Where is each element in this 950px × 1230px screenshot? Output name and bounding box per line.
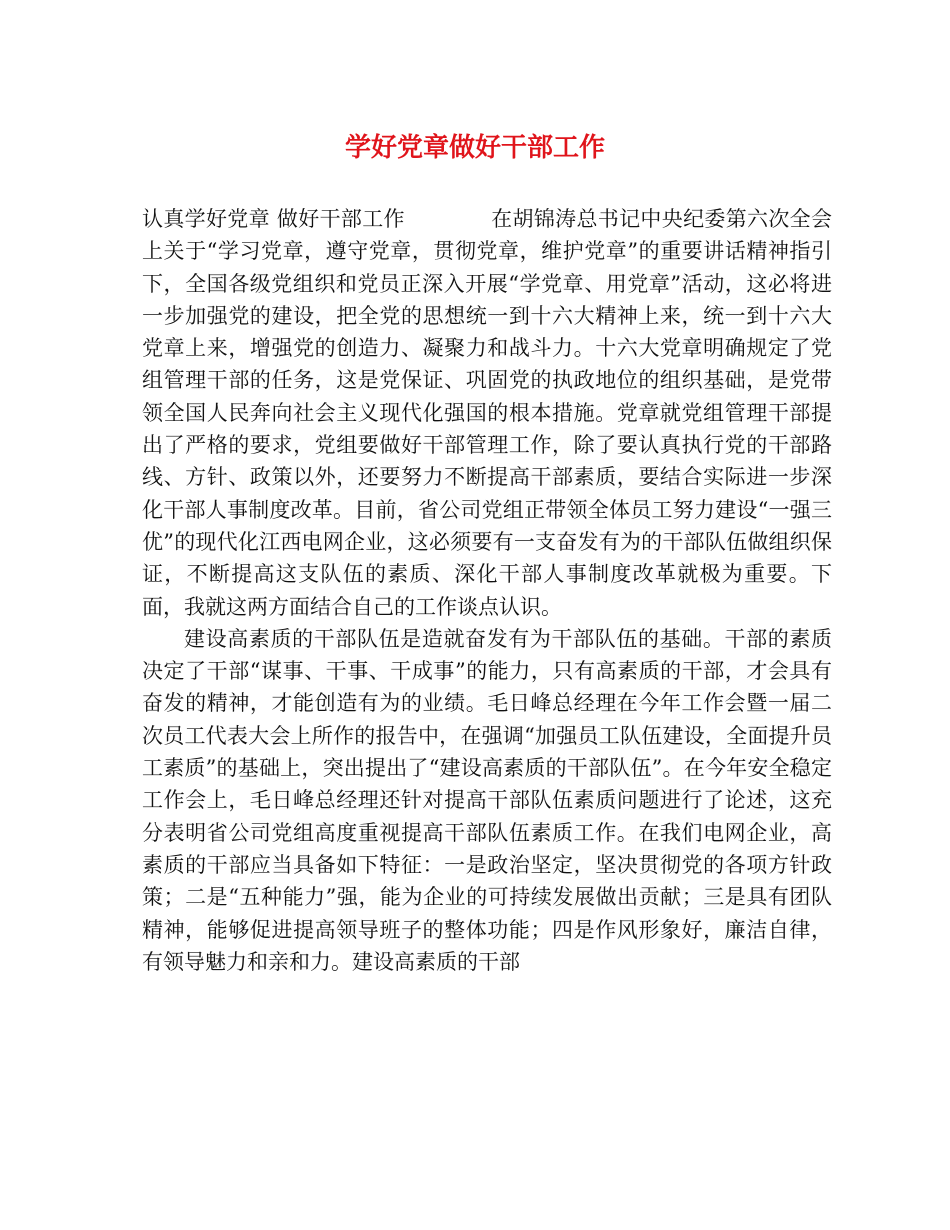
- document-title: 学好党章做好干部工作: [344, 133, 605, 163]
- paragraph-2: 建设高素质的干部队伍是造就奋发有为干部队伍的基础。干部的素质决定了干部“谋事、干事、干成事”的能力，只有高素质的干部，才会具有奋发的精神，才能创造有为的业绩。毛日峰总经理在今年工作会暨一届二次员工代表大会上所作的报告中，在强调“加强员工队伍建设，全面提升员工素质”的基础上，突出提出了“建设高素质的干部队伍”。在今年安全稳定工作会上，毛日峰总经理还针对提高干部队伍素质问题进行了论述，这充分表明省公司党组高度重视提高干部队伍素质工作。在我们电网企业，高素质的干部应当具备如下特征：一是政治坚定，坚决贯彻党的各项方针政策；二是“五种能力”强，能为企业的可持续发展做出贡献；三是具有团队精神，能够促进提高领导班子的整体功能；四是作风形象好，廉洁自律，有领导魅力和亲和力。建设高素质的干部: [142, 626, 832, 974]
- paragraph-1: [142, 203, 832, 623]
- document-body: [142, 203, 832, 978]
- paragraph-1-lead: 认真学好党章 做好干部工作: [142, 207, 405, 231]
- paragraph-1-text: 在胡锦涛总书记中央纪委第六次全会上关于“学习党章，遵守党章，贯彻党章，维护党章”的重要讲话精神指引下，全国各级党组织和党员正深入开展“学党章、用党章”活动，这必将进一步加强党的建设，把全党的思想统一到十六大精神上来，统一到十六大党章上来，增强党的创造力、凝聚力和战斗力。十六大党章明确规定了党组管理干部的任务，这是党保证、巩固党的执政地位的组织基础，是党带领全国人民奔向社会主义现代化强国的根本措施。党章就党组管理干部提出了严格的要求，党组要做好干部管理工作，除了要认真执行党的干部路线、方针、政策以外，还要努力不断提高干部素质，要结合实际进一步深化干部人事制度改革。目前，省公司党组正带领全体员工努力建设“一强三优”的现代化江西电网企业，这必须要有一支奋发有为的干部队伍做组织保证，不断提高这支队伍的素质、深化干部人事制度改革就极为重要。下面，我就这两方面结合自己的工作谈点认识。: [142, 207, 832, 619]
